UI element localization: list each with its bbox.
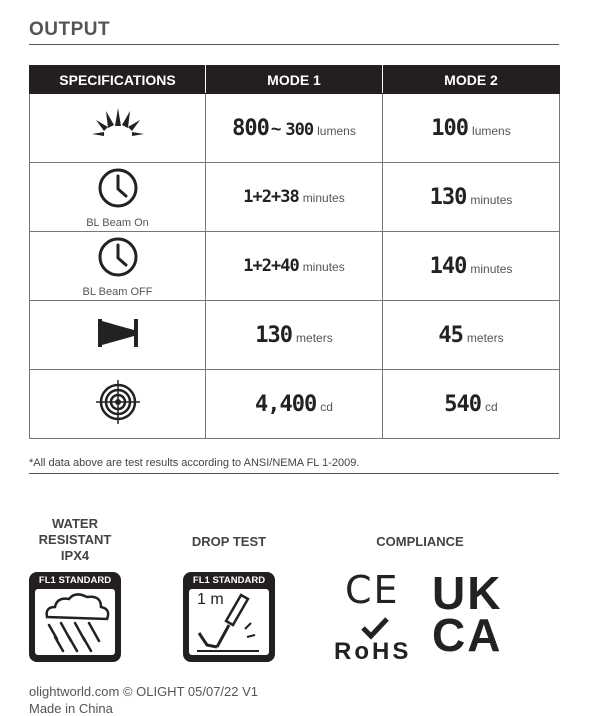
compliance-label: COMPLIANCE [376,534,464,549]
drop-height-text: 1 m [197,591,224,608]
rohs-mark: RoHS [334,638,412,665]
footnote: *All data above are test results according to ANSI/NEMA FL 1-2009. [29,457,360,469]
badge-title: FL1 STANDARD [38,575,112,586]
water-resistant-badge [29,572,121,662]
water-resistant-label [29,516,121,564]
value: 130 [255,322,293,348]
mode-2-cell [383,94,560,163]
beam-distance-icon [96,316,140,350]
icon-caption: BL Beam On [86,216,149,229]
copyright-text: olightworld.com © OLIGHT 05/07/22 V1 [29,684,259,699]
mode-2-cell [383,370,560,439]
value: 140 [429,253,467,279]
table-row [30,94,560,163]
range-separator: ~ [270,118,282,139]
label-line: RESISTANT [38,532,112,547]
unit: meters [466,330,504,345]
unit: cd [485,399,498,414]
spec-cell [30,232,206,301]
mode-2-cell [383,232,560,301]
header-mode-2: MODE 2 [383,66,560,94]
drop-impact-icon [189,589,269,655]
badge-title: FL1 STANDARD [192,575,266,586]
label-line: IPX4 [60,548,90,563]
unit: minutes [302,191,345,205]
unit: meters [296,330,333,345]
clock-icon [96,166,140,210]
icon-caption: BL Beam OFF [82,285,153,298]
spec-cell [30,370,206,439]
ukca-line: UK [432,567,503,619]
table-row [30,232,560,301]
header-specifications: SPECIFICATIONS [30,66,206,94]
value: 4,400 [255,391,317,417]
value: 1+2+38 [243,187,299,207]
unit: lumens [472,123,511,138]
spec-cell [30,301,206,370]
table-row [30,163,560,232]
value: 100 [431,115,469,141]
table-row [30,301,560,370]
value: 130 [429,184,467,210]
rain-cloud-icon [35,589,115,655]
mode-2-cell [383,301,560,370]
brightness-burst-icon [88,106,148,146]
table-row [30,370,560,439]
clock-icon [96,235,140,279]
ukca-mark [432,567,503,661]
unit: minutes [302,260,345,274]
value: 540 [444,391,482,417]
drop-test-badge [183,572,275,662]
section-title: OUTPUT [29,19,111,40]
mode-2-cell [383,163,560,232]
value: 1+2+40 [243,256,299,276]
ce-mark: CE [345,568,400,612]
unit: cd [320,399,333,414]
range-end-value: 300 [285,119,314,140]
header-mode-1: MODE 1 [206,66,383,94]
table-header-row [30,66,560,94]
spec-cell [30,94,206,163]
made-in-text: Made in China [29,701,113,716]
value: 800 [232,115,269,141]
spec-cell [30,163,206,232]
output-spec-table [29,65,560,439]
unit: minutes [470,261,513,276]
mode-1-cell [206,301,383,370]
drop-test-label: DROP TEST [191,534,267,549]
mode-1-cell [206,94,383,163]
label-line: WATER [52,516,98,531]
unit: minutes [470,192,513,207]
mode-1-cell [206,163,383,232]
mode-1-cell [206,232,383,301]
unit: lumens [317,123,356,138]
footnote-divider [29,473,559,474]
target-intensity-icon [94,378,142,426]
title-divider [29,44,559,45]
checkmark-icon [360,616,390,640]
value: 45 [438,322,463,348]
mode-1-cell [206,370,383,439]
ukca-line: CA [432,609,503,661]
